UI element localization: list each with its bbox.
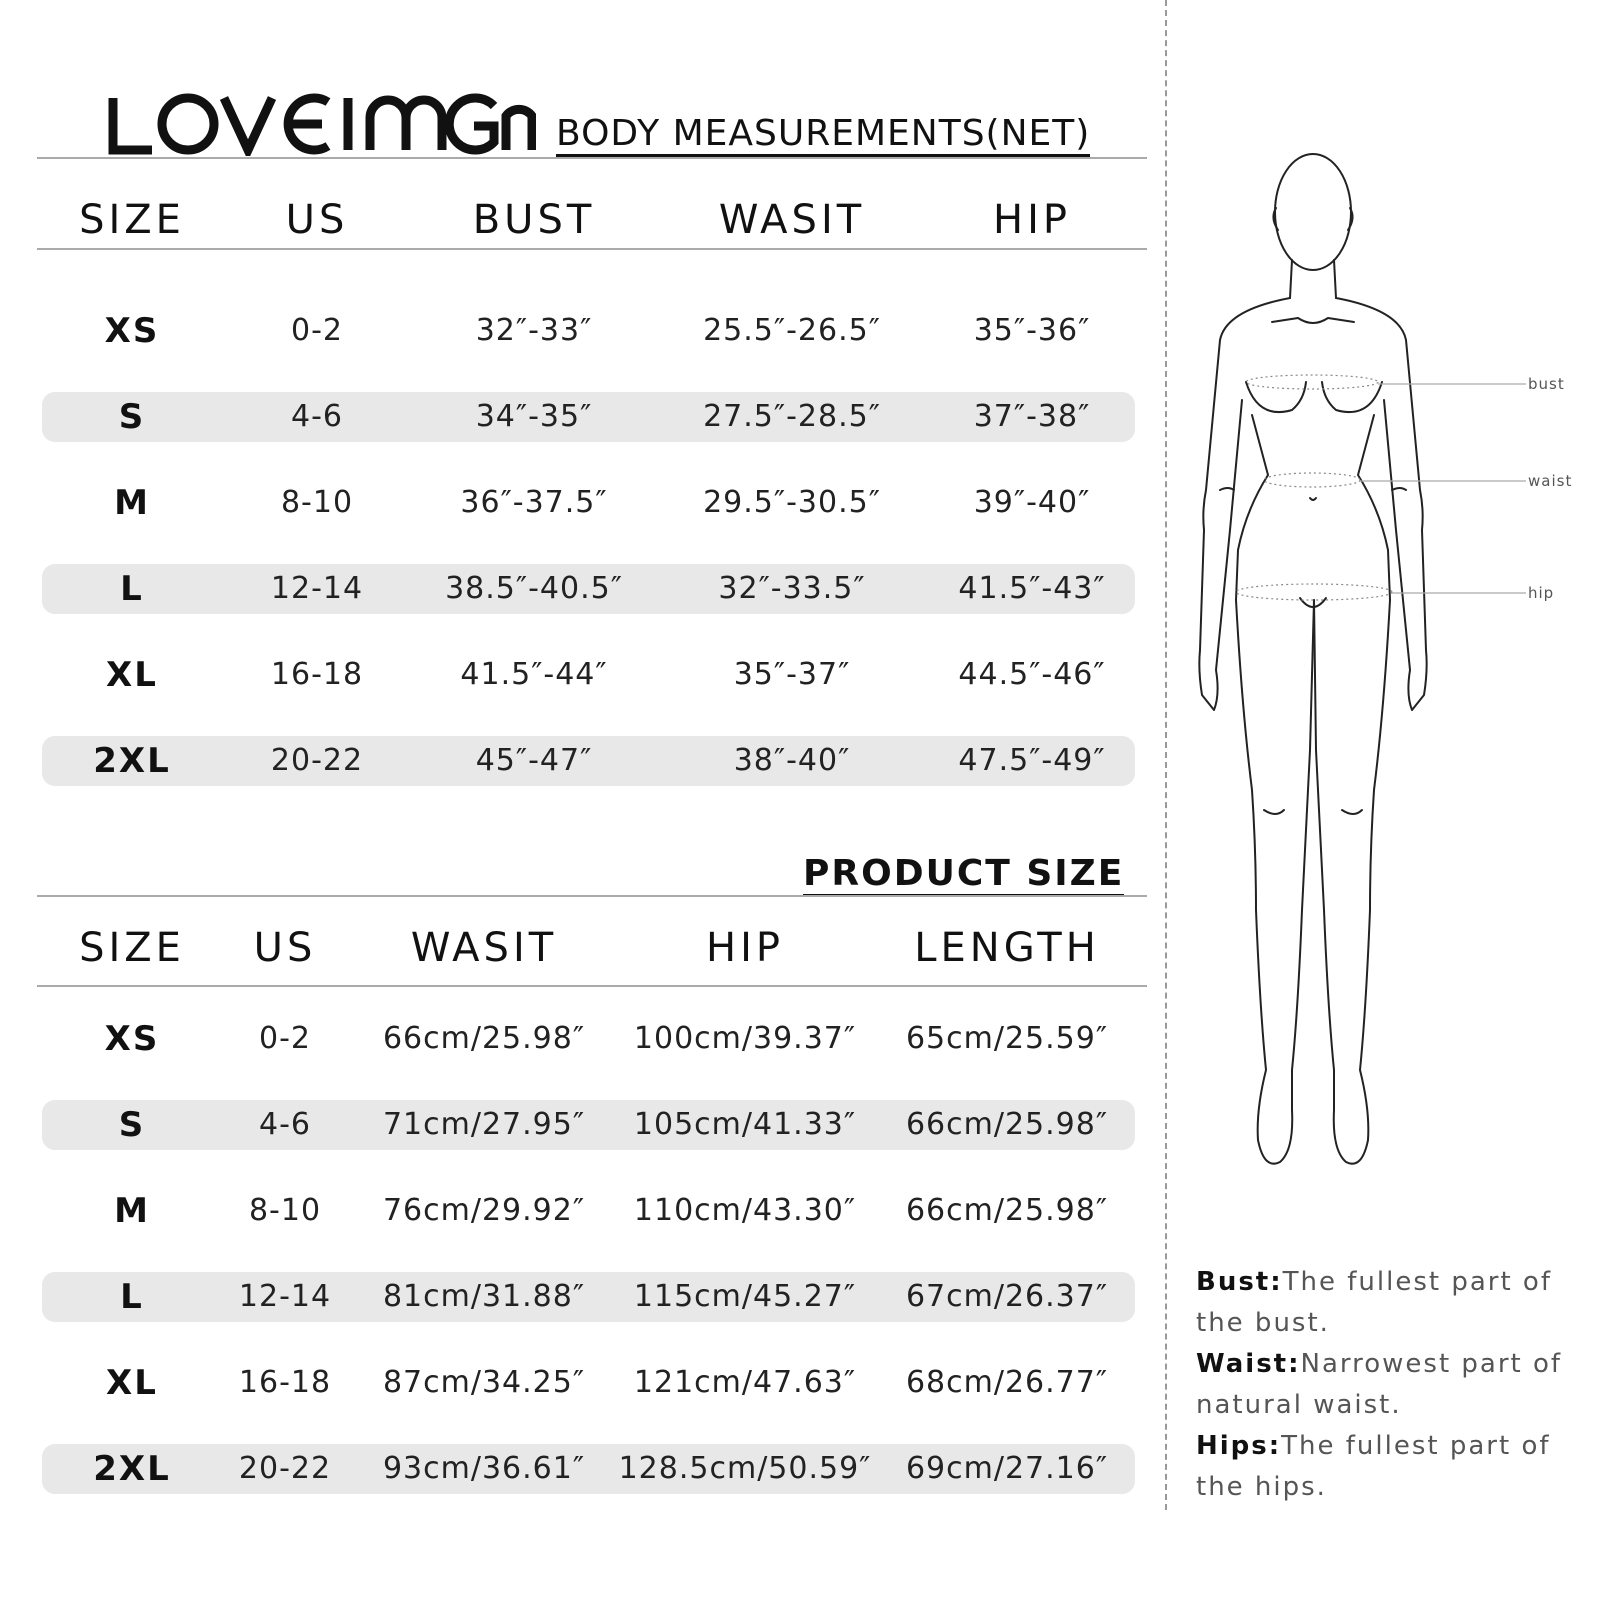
- rule-product-top: [37, 895, 1147, 897]
- value-cell: 20-22: [238, 1451, 332, 1486]
- value-cell: 12-14: [238, 1279, 332, 1314]
- table-row: [42, 564, 1135, 614]
- size-cell: S: [118, 1105, 146, 1145]
- size-cell: M: [114, 483, 150, 523]
- note-term: Bust:: [1196, 1267, 1283, 1297]
- dashed-divider: [1165, 0, 1167, 1510]
- header-bust: BUST: [472, 197, 596, 243]
- value-cell: 44.5″-46″: [958, 657, 1106, 692]
- value-cell: 16-18: [238, 1365, 332, 1400]
- note-text: Narrowest part of natural waist.: [1196, 1349, 1563, 1420]
- value-cell: 66cm/25.98″: [905, 1107, 1109, 1142]
- value-cell: 47.5″-49″: [958, 743, 1106, 778]
- product-size-title: PRODUCT SIZE: [803, 854, 1124, 897]
- value-cell: 41.5″-43″: [958, 571, 1106, 606]
- value-cell: 38″-40″: [733, 743, 851, 778]
- value-cell: 76cm/29.92″: [382, 1193, 586, 1228]
- size-cell: S: [118, 397, 146, 437]
- note-term: Waist:: [1196, 1349, 1301, 1379]
- value-cell: 29.5″-30.5″: [703, 485, 881, 520]
- note-waist: [1196, 1344, 1596, 1426]
- value-cell: 4-6: [259, 1107, 311, 1142]
- value-cell: 71cm/27.95″: [382, 1107, 586, 1142]
- value-cell: 45″-47″: [475, 743, 593, 778]
- value-cell: 68cm/26.77″: [905, 1365, 1109, 1400]
- table-row: [42, 1272, 1135, 1322]
- value-cell: 67cm/26.37″: [905, 1279, 1109, 1314]
- size-cell: M: [114, 1191, 150, 1231]
- size-cell: XL: [106, 1363, 158, 1403]
- value-cell: 100cm/39.37″: [633, 1021, 857, 1056]
- value-cell: 81cm/31.88″: [382, 1279, 586, 1314]
- header-row: [37, 190, 1147, 250]
- value-cell: 105cm/41.33″: [633, 1107, 857, 1142]
- value-cell: 25.5″-26.5″: [703, 313, 881, 348]
- guide-label-bust: bust: [1528, 375, 1565, 393]
- value-cell: 20-22: [270, 743, 364, 778]
- header-size: SIZE: [79, 925, 185, 971]
- value-cell: 35″-37″: [733, 657, 851, 692]
- size-cell: 2XL: [93, 1449, 171, 1489]
- value-cell: 65cm/25.59″: [905, 1021, 1109, 1056]
- value-cell: 8-10: [280, 485, 354, 520]
- note-term: Hips:: [1196, 1431, 1282, 1461]
- table-row: [42, 1014, 1135, 1064]
- value-cell: 110cm/43.30″: [633, 1193, 857, 1228]
- value-cell: 8-10: [248, 1193, 322, 1228]
- value-cell: 121cm/47.63″: [633, 1365, 857, 1400]
- table-row: [42, 1100, 1135, 1150]
- header-row: [37, 918, 1147, 978]
- header-hip: HIP: [706, 925, 784, 971]
- header-waist: WASIT: [410, 925, 558, 971]
- value-cell: 115cm/45.27″: [633, 1279, 857, 1314]
- header-waist: WASIT: [718, 197, 866, 243]
- value-cell: 41.5″-44″: [460, 657, 608, 692]
- value-cell: 0-2: [259, 1021, 311, 1056]
- value-cell: 93cm/36.61″: [382, 1451, 586, 1486]
- value-cell: 39″-40″: [973, 485, 1091, 520]
- size-cell: XS: [104, 1019, 160, 1059]
- value-cell: 87cm/34.25″: [382, 1365, 586, 1400]
- value-cell: 16-18: [270, 657, 364, 692]
- note-text: The fullest part of the bust.: [1196, 1267, 1552, 1338]
- header-us: US: [285, 197, 349, 243]
- value-cell: 4-6: [291, 399, 343, 434]
- size-cell: L: [120, 1277, 144, 1317]
- value-cell: 35″-36″: [973, 313, 1091, 348]
- table-row: [42, 1186, 1135, 1236]
- guide-label-hip: hip: [1528, 584, 1555, 602]
- header-us: US: [253, 925, 317, 971]
- value-cell: 32″-33.5″: [718, 571, 866, 606]
- table-row: [42, 1444, 1135, 1494]
- table-row: [42, 306, 1135, 356]
- note-hips: [1196, 1426, 1596, 1508]
- size-cell: 2XL: [93, 741, 171, 781]
- body-measurements-title: BODY MEASUREMENTS(NET): [556, 114, 1090, 157]
- value-cell: 34″-35″: [475, 399, 593, 434]
- table-row: [42, 478, 1135, 528]
- header-hip: HIP: [993, 197, 1071, 243]
- value-cell: 27.5″-28.5″: [703, 399, 881, 434]
- table-row: [42, 736, 1135, 786]
- table-row: [42, 1358, 1135, 1408]
- value-cell: 32″-33″: [475, 313, 593, 348]
- rule-product-header-bottom: [37, 985, 1147, 987]
- value-cell: 66cm/25.98″: [905, 1193, 1109, 1228]
- value-cell: 69cm/27.16″: [905, 1451, 1109, 1486]
- header-size: SIZE: [79, 197, 185, 243]
- size-cell: XL: [106, 655, 158, 695]
- measurement-notes: [1196, 1262, 1596, 1508]
- value-cell: 36″-37.5″: [460, 485, 608, 520]
- value-cell: 12-14: [270, 571, 364, 606]
- value-cell: 37″-38″: [973, 399, 1091, 434]
- value-cell: 128.5cm/50.59″: [618, 1451, 872, 1486]
- brand-name: LOVEIMGO: [108, 92, 114, 93]
- header-length: LENGTH: [914, 925, 1100, 971]
- size-cell: XS: [104, 311, 160, 351]
- table-row: [42, 392, 1135, 442]
- body-silhouette-icon: [1186, 150, 1566, 1210]
- value-cell: 0-2: [291, 313, 343, 348]
- guide-label-waist: waist: [1528, 472, 1573, 490]
- note-text: The fullest part of the hips.: [1196, 1431, 1551, 1502]
- brand-logo: [108, 92, 536, 156]
- value-cell: 66cm/25.98″: [382, 1021, 586, 1056]
- value-cell: 38.5″-40.5″: [445, 571, 623, 606]
- table-row: [42, 650, 1135, 700]
- rule-top: [37, 157, 1147, 159]
- rule-header-bottom: [37, 248, 1147, 250]
- note-bust: [1196, 1262, 1596, 1344]
- size-cell: L: [120, 569, 144, 609]
